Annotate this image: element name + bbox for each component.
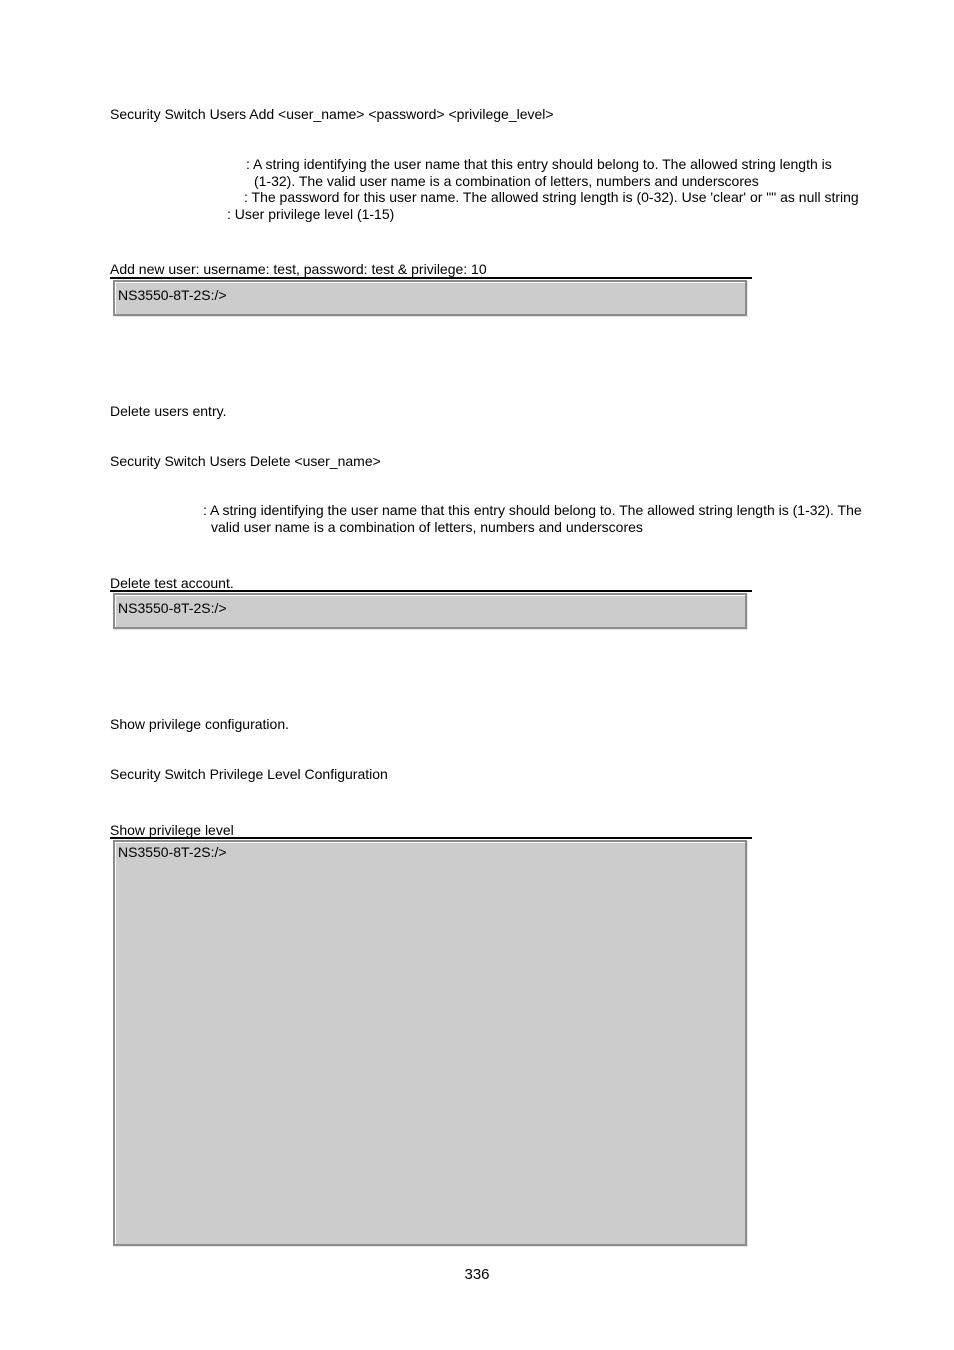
- delete-syntax: Security Switch Users Delete <user_name>: [110, 453, 381, 469]
- delete-terminal-prompt: NS3550-8T-2S:/>: [118, 600, 227, 616]
- privilege-example-caption: Show privilege level: [110, 822, 234, 838]
- delete-param-username-line1: : A string identifying the user name that this entry should belong to. The allowed string length is (1-32). The: [203, 502, 862, 518]
- add-param-privilege: : User privilege level (1-15): [227, 206, 395, 222]
- delete-terminal-rule: [110, 590, 752, 592]
- add-param-username-line1: : A string identifying the user name that this entry should belong to. The allowed string length is: [246, 156, 832, 172]
- privilege-terminal-rule: [110, 837, 752, 839]
- add-terminal-prompt: NS3550-8T-2S:/>: [118, 287, 227, 303]
- delete-param-username-line2: valid user name is a combination of letters, numbers and underscores: [211, 519, 643, 535]
- delete-description: Delete users entry.: [110, 403, 227, 419]
- privilege-syntax: Security Switch Privilege Level Configuration: [110, 766, 388, 782]
- delete-terminal-box: [113, 593, 747, 629]
- add-terminal-box: [113, 280, 747, 316]
- delete-example-caption: Delete test account.: [110, 575, 234, 591]
- add-example-caption: Add new user: username: test, password: test & privilege: 10: [110, 261, 487, 277]
- privilege-terminal-prompt: NS3550-8T-2S:/>: [118, 844, 227, 860]
- page-number: 336: [464, 1266, 490, 1283]
- add-terminal-rule: [110, 277, 752, 279]
- privilege-description: Show privilege configuration.: [110, 716, 289, 732]
- add-syntax: Security Switch Users Add <user_name> <password> <privilege_level>: [110, 106, 554, 122]
- privilege-terminal-box: [113, 840, 747, 1246]
- add-param-username-line2: (1-32). The valid user name is a combination of letters, numbers and underscores: [254, 173, 759, 189]
- add-param-password: : The password for this user name. The allowed string length is (0-32). Use 'clear' or "" as null string: [244, 189, 859, 205]
